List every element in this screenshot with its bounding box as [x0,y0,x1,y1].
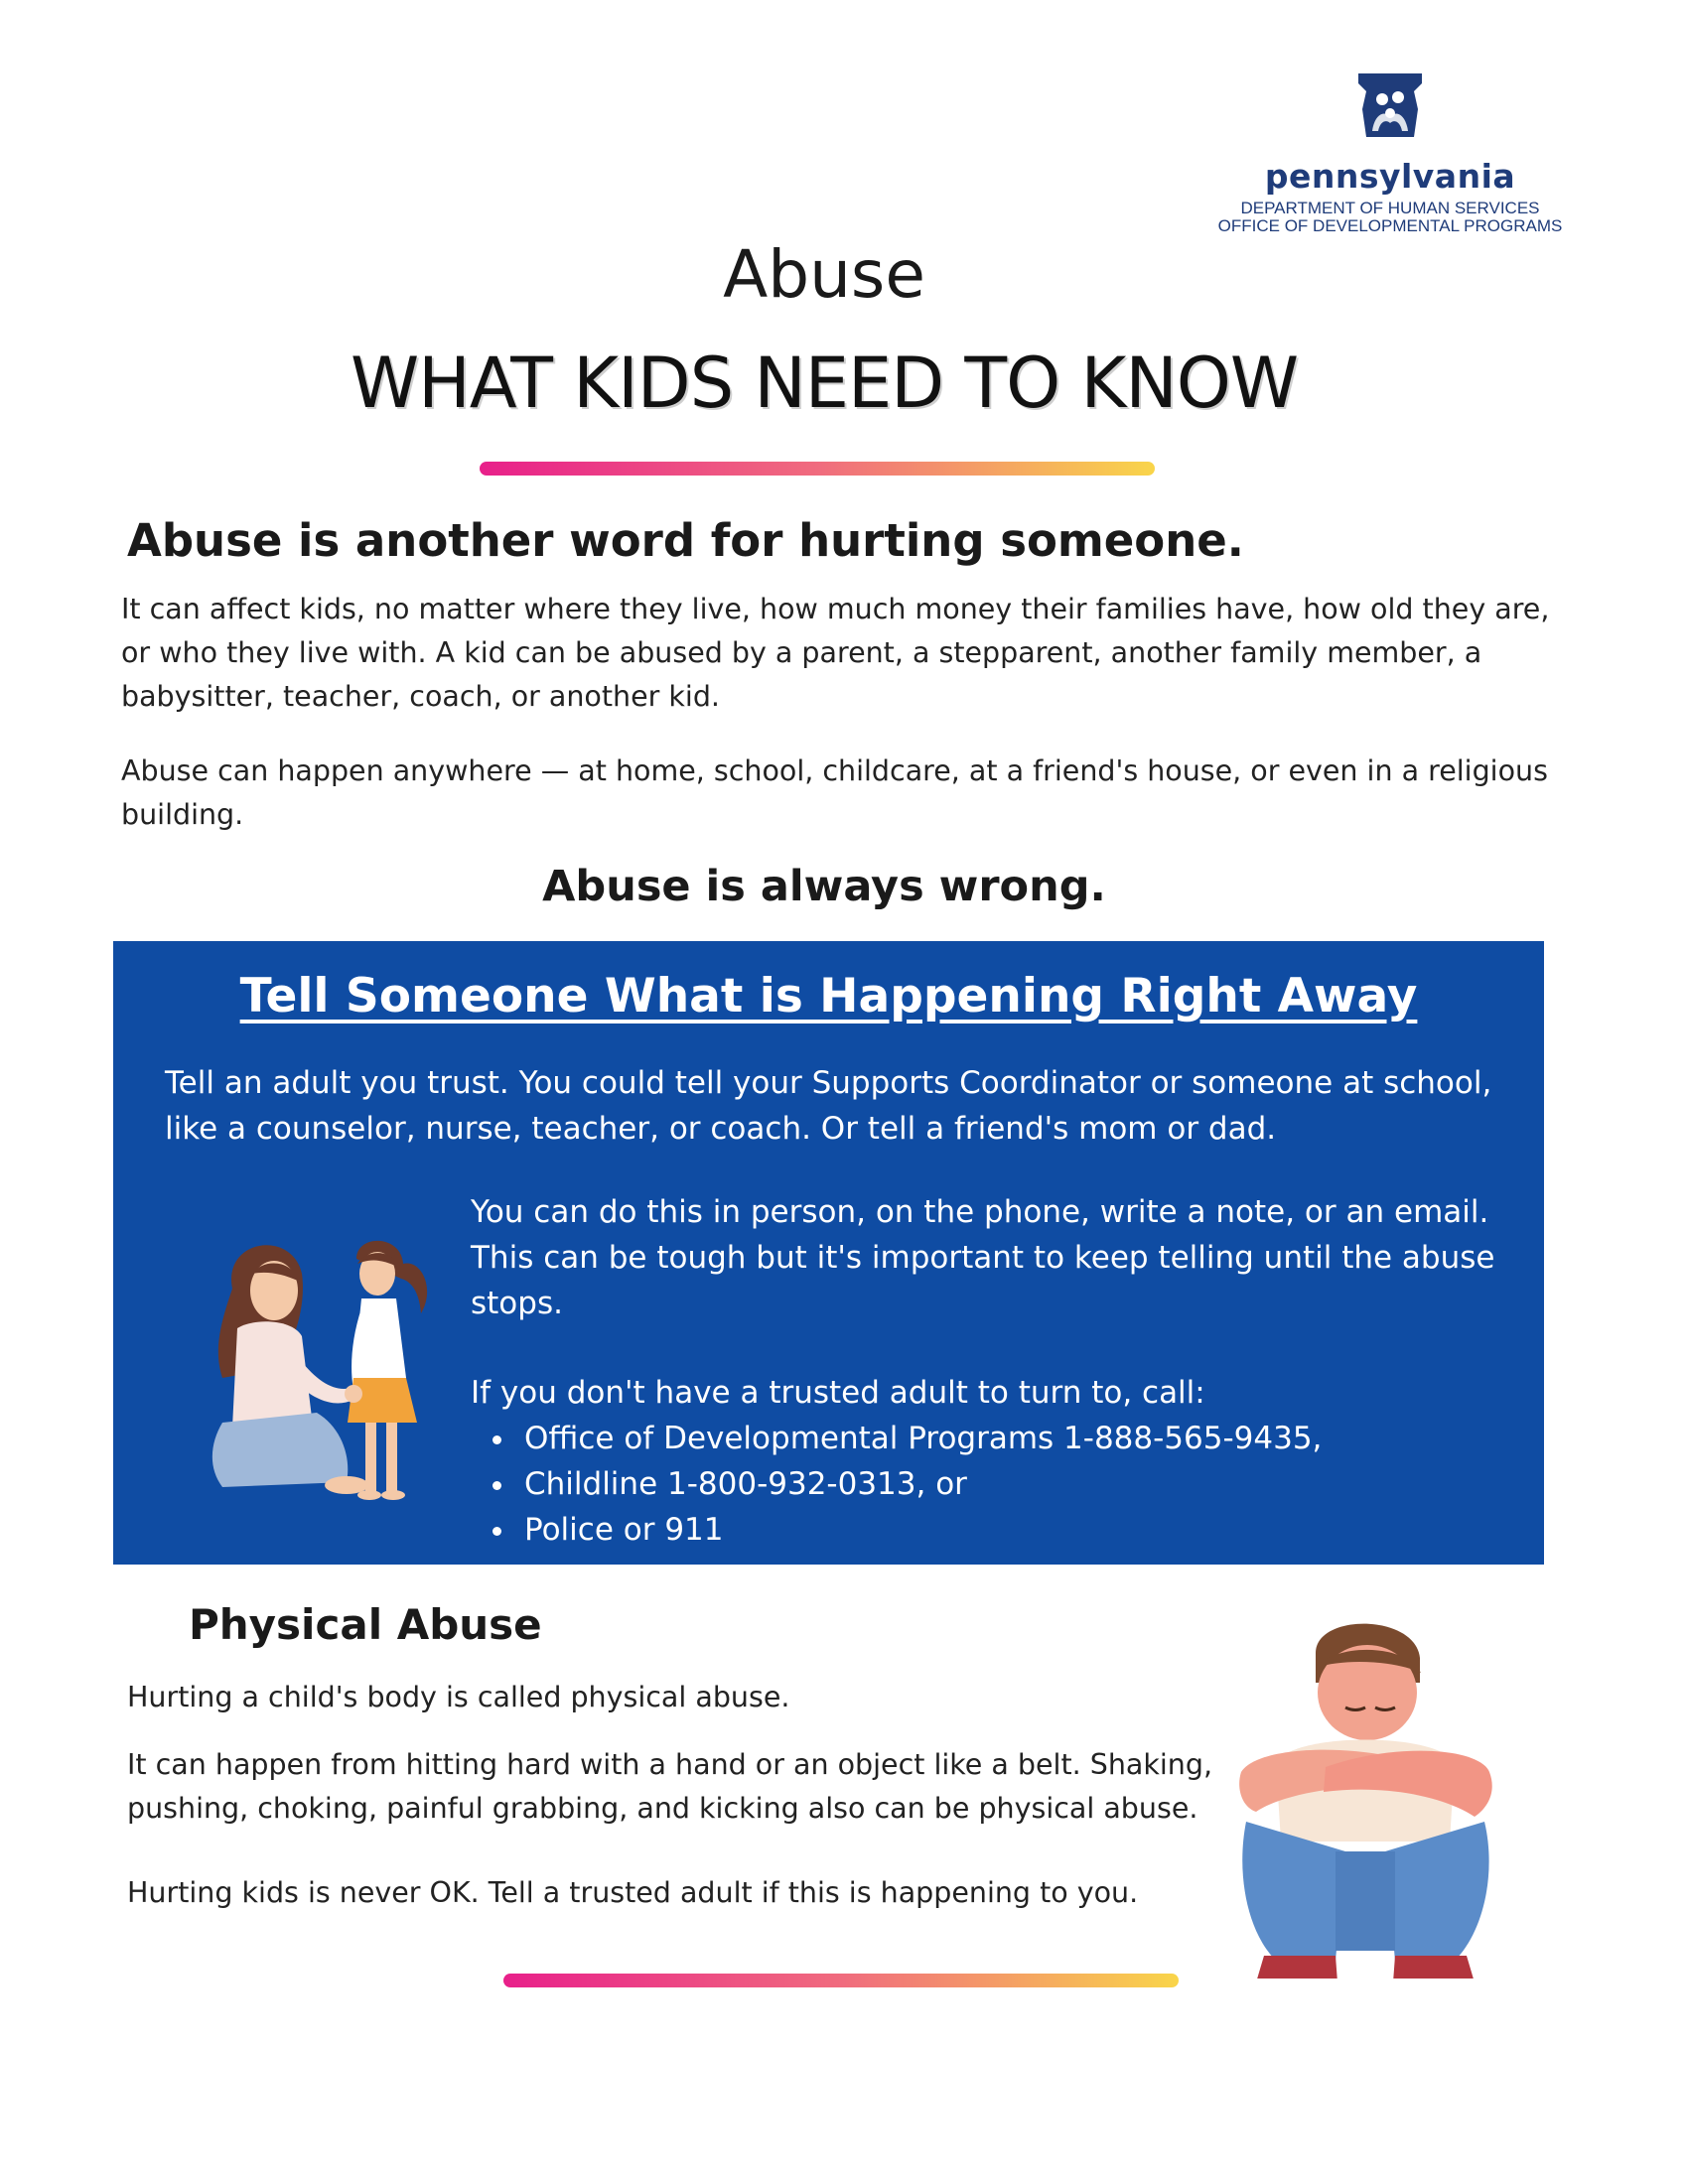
logo-department-text: DEPARTMENT OF HUMAN SERVICES [1240,199,1540,217]
contact-item-childline: Childline 1-800-932-0313, or [489,1461,1481,1507]
physical-abuse-paragraph-1: Hurting a child's body is called physical abuse. [127,1681,790,1713]
intro-paragraph-1: It can affect kids, no matter where they live, how much money their families have, how old they are, or who they live with. A kid can be abused by a parent, a stepparent, another family member, a babysitter, teacher, coach, or another kid. [121,593,1550,713]
contact-item-police: Police or 911 [489,1507,1481,1553]
logo-brand-text: pennsylvania [1264,157,1516,196]
intro-heading: Abuse is another word for hurting someone. [127,514,1244,567]
tell-someone-paragraph-1: Tell an adult you trust. You could tell your Supports Coordinator or someone at school, like a counselor, nurse, teacher, or coach. Or tell a friend's mom or dad. [165,1065,1492,1147]
physical-abuse-paragraph-3: Hurting kids is never OK. Tell a trusted adult if this is happening to you. [127,1876,1139,1909]
page-title: WHAT KIDS NEED TO KNOW [350,342,1299,424]
physical-abuse-paragraph-2: It can happen from hitting hard with a hand or an object like a belt. Shaking, pushing, choking, painful grabbing, and kicking also can be physical abuse. [127,1748,1213,1825]
logo-office-text: OFFICE OF DEVELOPMENTAL PROGRAMS [1217,216,1563,235]
pa-dhs-logo [1211,69,1569,238]
page-topic: Abuse [723,236,925,313]
tell-someone-paragraph-2: You can do this in person, on the phone, write a note, or an email. This can be tough but it's important to keep telling until the abuse stops. [471,1194,1495,1321]
tell-someone-title: Tell Someone What is Happening Right Away [239,969,1418,1024]
gradient-divider-top [480,462,1155,476]
physical-abuse-heading: Physical Abuse [189,1600,542,1649]
contact-item-odp: Office of Developmental Programs 1-888-565-9435, [489,1416,1481,1461]
mother-and-child-illustration [183,1219,451,1517]
intro-paragraph-2: Abuse can happen anywhere — at home, school, childcare, at a friend's house, or even in a religious building. [121,754,1548,831]
call-intro: If you don't have a trusted adult to turn to, call: [471,1375,1205,1411]
tell-someone-box [113,941,1544,1565]
always-wrong-heading: Abuse is always wrong. [542,862,1106,911]
contact-list [489,1416,1481,1553]
sad-boy-illustration [1216,1613,1514,1990]
keystone-family-icon [1354,69,1426,141]
gradient-divider-bottom [503,1974,1179,1987]
